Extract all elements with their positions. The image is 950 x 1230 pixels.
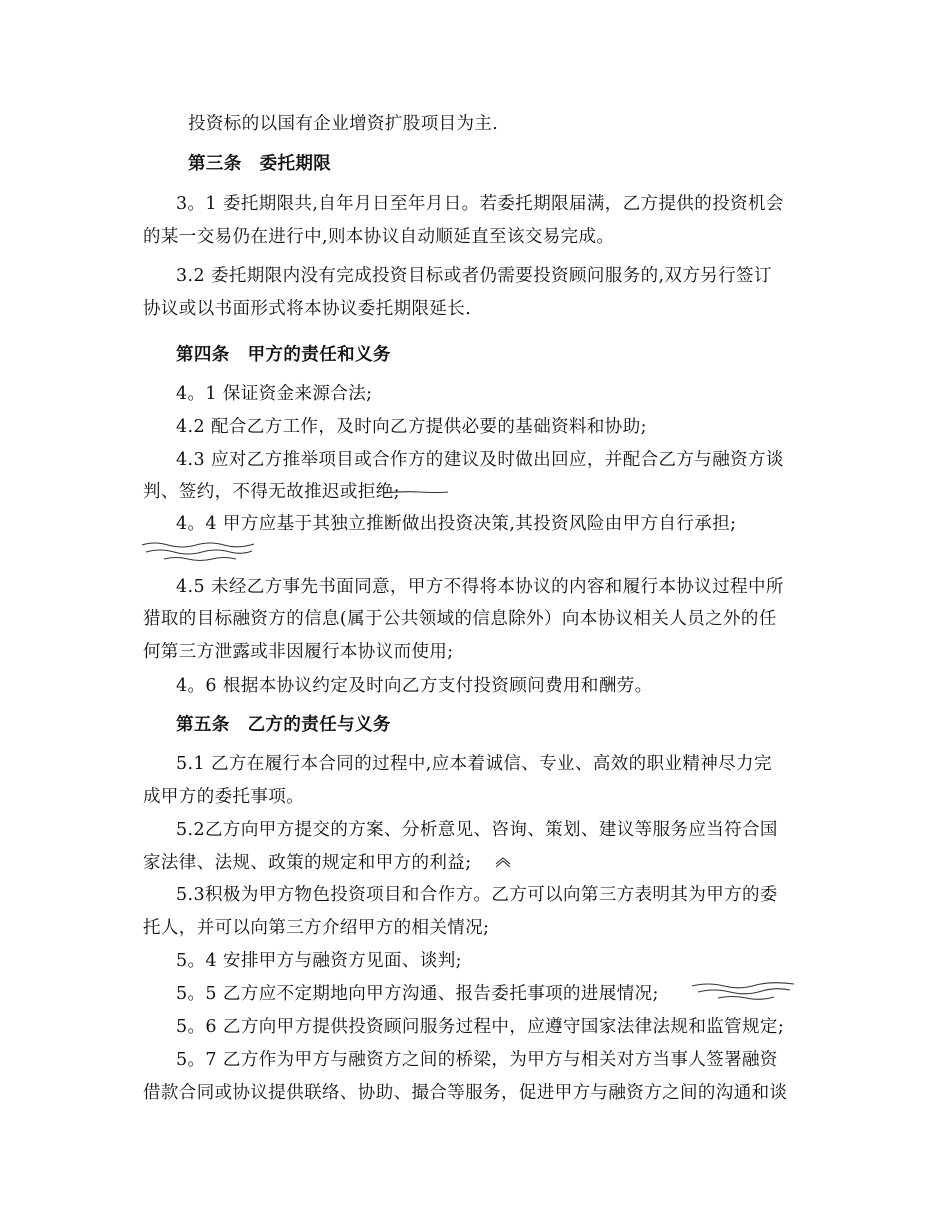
- clause-5-6: 5。6 乙方向甲方提供投资顾问服务过程中，应遵守国家法律法规和监管规定;: [176, 1017, 785, 1037]
- clause-5-3-cont: 托人，并可以向第三方介绍甲方的相关情况;: [143, 918, 490, 938]
- clause-5-1-cont: 成甲方的委托事项。: [143, 787, 305, 807]
- clause-4-3: 4.3 应对乙方推举项目或合作方的建议及时做出回应，并配合乙方与融资方谈: [176, 450, 784, 470]
- clause-5-2-cont: 家法律、法规、政策的规定和甲方的利益;: [143, 853, 472, 873]
- clause-5-2: 5.2乙方向甲方提交的方案、分析意见、咨询、策划、建议等服务应当符合国: [176, 820, 778, 840]
- clause-5-3: 5.3积极为甲方物色投资项目和合作方。乙方可以向第三方表明其为甲方的委: [176, 885, 778, 905]
- clause-5-7-cont: 借款合同或协议提供联络、协助、撮合等服务，促进甲方与融资方之间的沟通和谈: [143, 1083, 788, 1103]
- scribble-mark: [140, 537, 260, 567]
- clause-3-2: 3.2 委托期限内没有完成投资目标或者仍需要投资顾问服务的,双方另行签订: [176, 266, 772, 286]
- clause-5-4: 5。4 安排甲方与融资方见面、谈判;: [176, 951, 462, 971]
- clause-4-5-cont-1: 猎取的目标融资方的信息(属于公共领域的信息除外）向本协议相关人员之外的任: [143, 609, 777, 629]
- clause-4-1: 4。1 保证资金来源合法;: [176, 384, 373, 404]
- clause-4-2: 4.2 配合乙方工作，及时向乙方提供必要的基础资料和协助;: [176, 417, 647, 437]
- clause-5-7: 5。7 乙方作为甲方与融资方之间的桥梁，为甲方与相关对方当事人签署融资: [176, 1050, 778, 1070]
- section-heading-article-3: 第三条 委托期限: [188, 154, 332, 174]
- scribble-mark: [690, 978, 800, 1002]
- scribble-mark: [494, 855, 514, 869]
- section-heading-article-4: 第四条 甲方的责任和义务: [176, 345, 391, 365]
- clause-4-4: 4。4 甲方应基于其独立推断做出投资决策,其投资风险由甲方自行承担;: [176, 514, 737, 534]
- clause-3-2-cont: 协议或以书面形式将本协议委托期限延长.: [143, 299, 472, 319]
- clause-4-3-cont: 判、签约，不得无故推迟或拒绝;: [143, 482, 400, 502]
- scribble-mark: [382, 484, 452, 500]
- clause-4-5-cont-2: 何第三方泄露或非因履行本协议而使用;: [143, 642, 454, 662]
- clause-5-5: 5。5 乙方应不定期地向甲方沟通、报告委托事项的进展情况;: [176, 984, 659, 1004]
- clause-3-1: 3。1 委托期限共,自年月日至年月日。若委托期限届满，乙方提供的投资机会: [176, 194, 784, 214]
- section-heading-article-5: 第五条 乙方的责任与义务: [176, 715, 391, 735]
- body-text-line: 投资标的以国有企业增资扩股项目为主.: [188, 114, 499, 134]
- clause-4-5: 4.5 未经乙方事先书面同意，甲方不得将本协议的内容和履行本协议过程中所: [176, 577, 784, 597]
- clause-4-6: 4。6 根据本协议约定及时向乙方支付投资顾问费用和酬劳。: [176, 676, 653, 696]
- clause-3-1-cont: 的某一交易仍在进行中,则本协议自动顺延直至该交易完成。: [143, 227, 615, 247]
- clause-5-1: 5.1 乙方在履行本合同的过程中,应本着诚信、专业、高效的职业精神尽力完: [176, 754, 772, 774]
